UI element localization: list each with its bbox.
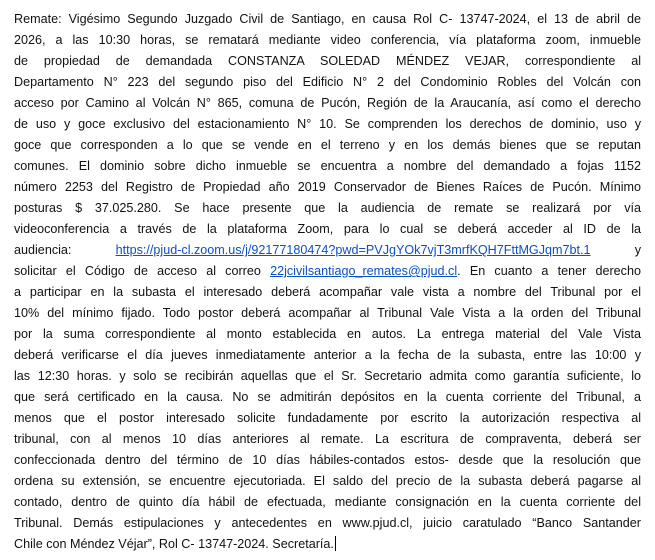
- text-line: [14, 9, 641, 30]
- line-text: menos que el postor interesado solicite fundadamente por escrito la autorización respectiva al: [14, 411, 641, 425]
- line-text: deberá verificarse el día jueves inmediatamente anterior a la fecha de la subasta, entre las 10:00 y: [14, 348, 641, 362]
- text-line: [14, 177, 641, 198]
- line-text: solicitar el Código de acceso al correo: [14, 264, 271, 278]
- text-line: [14, 471, 641, 492]
- text-line: [14, 408, 641, 429]
- text-line: [14, 72, 641, 93]
- line-text: que será certificado en la causa. No se admitirán depósitos en la cuenta corriente del Tribunal, a: [14, 390, 641, 404]
- line-text: posturas $ 37.025.280. Se hace presente que la audiencia de remate se realizará por vía: [14, 201, 641, 215]
- text-line: [14, 198, 641, 219]
- line-text-after-link: y: [590, 243, 642, 257]
- line-text: de uso y goce exclusivo del estacionamiento N° 10. Se comprenden los derechos de dominio, uso y: [14, 117, 641, 131]
- text-line: [14, 114, 641, 135]
- text-line: [14, 156, 641, 177]
- line-text: Chile con Méndez Véjar”, Rol C- 13747-2024. Secretaría.: [14, 537, 334, 551]
- text-line: [14, 534, 641, 555]
- line-text: de propiedad de demandada CONSTANZA SOLEDAD MÉNDEZ VEJAR, correspondiente al: [14, 54, 641, 68]
- line-text: ordena su extensión, se encuentre ejecutoriada. El saldo del precio de la subasta deberá pagarse al: [14, 474, 641, 488]
- line-text: videoconferencia a través de la plataforma Zoom, para lo cual se deberá acceder al ID de la: [14, 222, 641, 236]
- line-text: confeccionada dentro del término de 10 días hábiles-contados estos- desde que la resolución que: [14, 453, 641, 467]
- line-text: audiencia:: [14, 243, 116, 257]
- line-text: acceso por Camino al Volcán N° 865, comuna de Pucón, Región de la Araucanía, así como el derecho: [14, 96, 641, 110]
- text-line: [14, 303, 641, 324]
- line-text: 2026, a las 10:30 horas, se rematará mediante video conferencia, vía plataforma zoom, inmueble: [14, 33, 641, 47]
- line-text: Remate: Vigésimo Segundo Juzgado Civil de Santiago, en causa Rol C- 13747-2024, el 13 de abril de: [14, 12, 641, 26]
- text-line: [14, 240, 641, 261]
- zoom-meeting-link[interactable]: https://pjud-cl.zoom.us/j/92177180474?pwd=PVJgYOk7vjT3mrfKQH7FttMGJqm7bt.1: [115, 243, 591, 257]
- line-text: comunes. El dominio sobre dicho inmueble se encuentra a nombre del demandado a fojas 1152: [14, 159, 641, 173]
- text-line: [14, 282, 641, 303]
- line-text: contado, dentro de quinto día hábil de efectuada, mediante consignación en la cuenta corriente del: [14, 495, 641, 509]
- text-line: [14, 513, 641, 534]
- text-line: [14, 450, 641, 471]
- line-text: Departamento N° 223 del segundo piso del Edificio N° 2 del Condominio Robles del Volcán con: [14, 75, 641, 89]
- line-text: las 12:30 horas. y solo se recibirán aquellas que el Sr. Secretario admita como garantía suficiente, lo: [14, 369, 641, 383]
- text-cursor: [335, 536, 336, 551]
- auction-notice-text: [14, 9, 641, 555]
- line-text: Tribunal. Demás estipulaciones y antecedentes en www.pjud.cl, juicio caratulado “Banco Santander: [14, 516, 641, 530]
- line-text: número 2253 del Registro de Propiedad año 2019 Conservador de Bienes Raíces de Pucón. Mínimo: [14, 180, 641, 194]
- text-line: [14, 51, 641, 72]
- text-line: [14, 492, 641, 513]
- line-text: a participar en la subasta el interesado deberá acompañar vale vista a nombre del Tribunal por el: [14, 285, 641, 299]
- text-line: [14, 30, 641, 51]
- line-text: por la suma correspondiente al monto establecida en autos. La entrega material del Vale Vista: [14, 327, 641, 341]
- text-line: [14, 387, 641, 408]
- line-text: 10% del mínimo fijado. Todo postor deberá acompañar al Tribunal Vale Vista a la orden del Tribunal: [14, 306, 641, 320]
- text-line: [14, 345, 641, 366]
- text-line: [14, 366, 641, 387]
- text-line: [14, 219, 641, 240]
- line-text: goce que corresponden a lo que se vende en el terreno y en los demás bienes que se reputan: [14, 138, 641, 152]
- text-line: [14, 93, 641, 114]
- line-text: tribunal, con al menos 10 días anteriores al remate. La escritura de compraventa, deberá ser: [14, 432, 641, 446]
- text-line: [14, 261, 641, 282]
- email-link[interactable]: 22jcivilsantiago_remates@pjud.cl: [270, 264, 458, 278]
- line-text-after-link: . En cuanto a tener derecho: [457, 264, 641, 278]
- text-line: [14, 429, 641, 450]
- text-line: [14, 135, 641, 156]
- text-line: [14, 324, 641, 345]
